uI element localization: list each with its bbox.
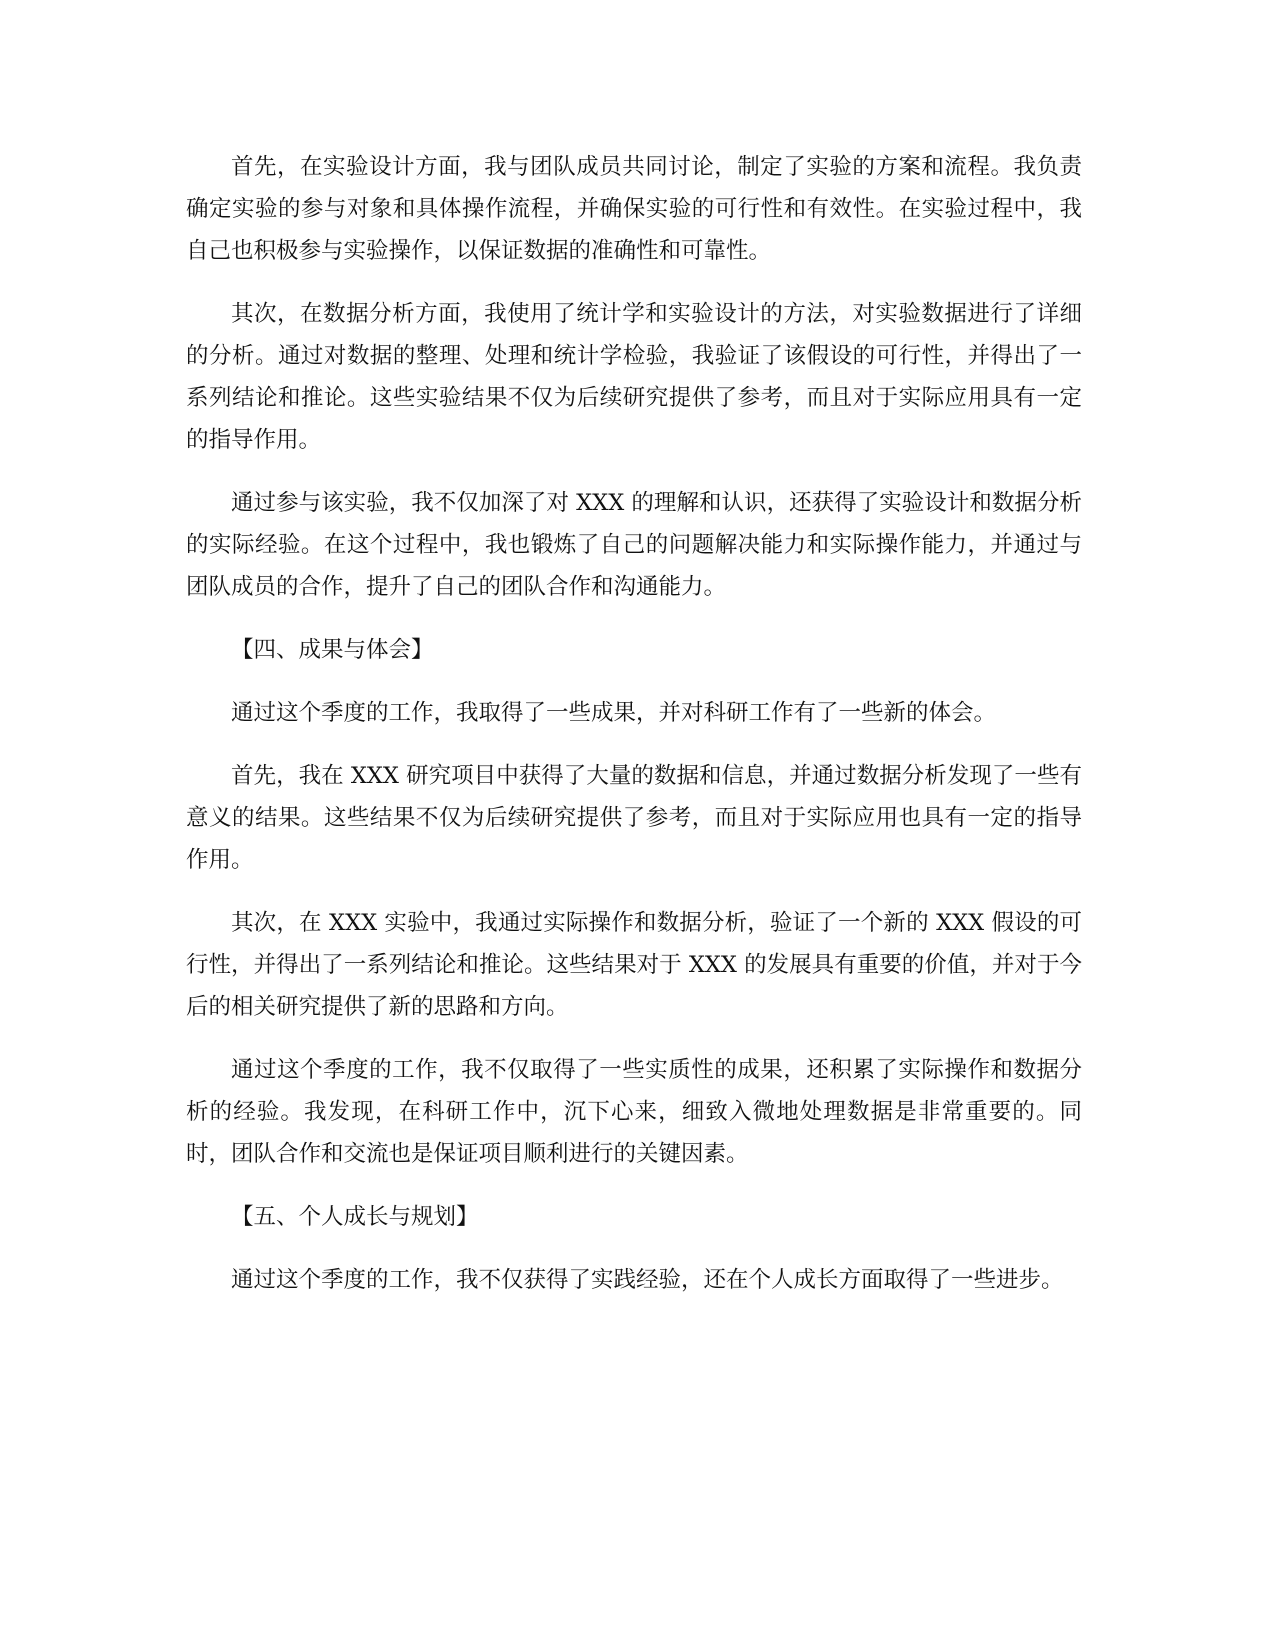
section-heading-achievements: 【四、成果与体会】 xyxy=(231,637,434,663)
paragraph-data-analysis: 其次，在数据分析方面，我使用了统计学和实验设计的方法，对实验数据进行了详细的分析。通过对数据的整理、处理和统计学检验，我验证了该假设的可行性，并得出了一系列结论和推论。这些实验结果不仅为后续研究提供了参考，而且对于实际应用具有一定的指导作用。 xyxy=(186,301,1082,453)
paragraph-achievement-reflection: 通过这个季度的工作，我不仅取得了一些实质性的成果，还积累了实际操作和数据分析的经验。我发现，在科研工作中，沉下心来，细致入微地处理数据是非常重要的。同时，团队合作和交流也是保证项目顺利进行的关键因素。 xyxy=(186,1057,1082,1167)
paragraph-personal-growth: 通过这个季度的工作，我不仅获得了实践经验，还在个人成长方面取得了一些进步。 xyxy=(231,1267,1064,1293)
paragraph-achievement-first: 首先，我在 XXX 研究项目中获得了大量的数据和信息，并通过数据分析发现了一些有意义的结果。这些结果不仅为后续研究提供了参考，而且对于实际应用也具有一定的指导作用。 xyxy=(186,763,1082,873)
paragraph-experiment-design: 首先，在实验设计方面，我与团队成员共同讨论，制定了实验的方案和流程。我负责确定实验的参与对象和具体操作流程，并确保实验的可行性和有效性。在实验过程中，我自己也积极参与实验操作，以保证数据的准确性和可靠性。 xyxy=(186,154,1082,264)
paragraph-experiment-reflection: 通过参与该实验，我不仅加深了对 XXX 的理解和认识，还获得了实验设计和数据分析的实际经验。在这个过程中，我也锻炼了自己的问题解决能力和实际操作能力，并通过与团队成员的合作，提升了自己的团队合作和沟通能力。 xyxy=(186,490,1082,600)
document-body xyxy=(186,146,1082,1322)
paragraph-achievement-second: 其次，在 XXX 实验中，我通过实际操作和数据分析，验证了一个新的 XXX 假设的可行性，并得出了一系列结论和推论。这些结果对于 XXX 的发展具有重要的价值，并对于今后的相关研究提供了新的思路和方向。 xyxy=(186,910,1082,1020)
paragraph-achievements-intro: 通过这个季度的工作，我取得了一些成果，并对科研工作有了一些新的体会。 xyxy=(231,700,997,726)
section-heading-personal-growth: 【五、个人成长与规划】 xyxy=(231,1204,479,1230)
